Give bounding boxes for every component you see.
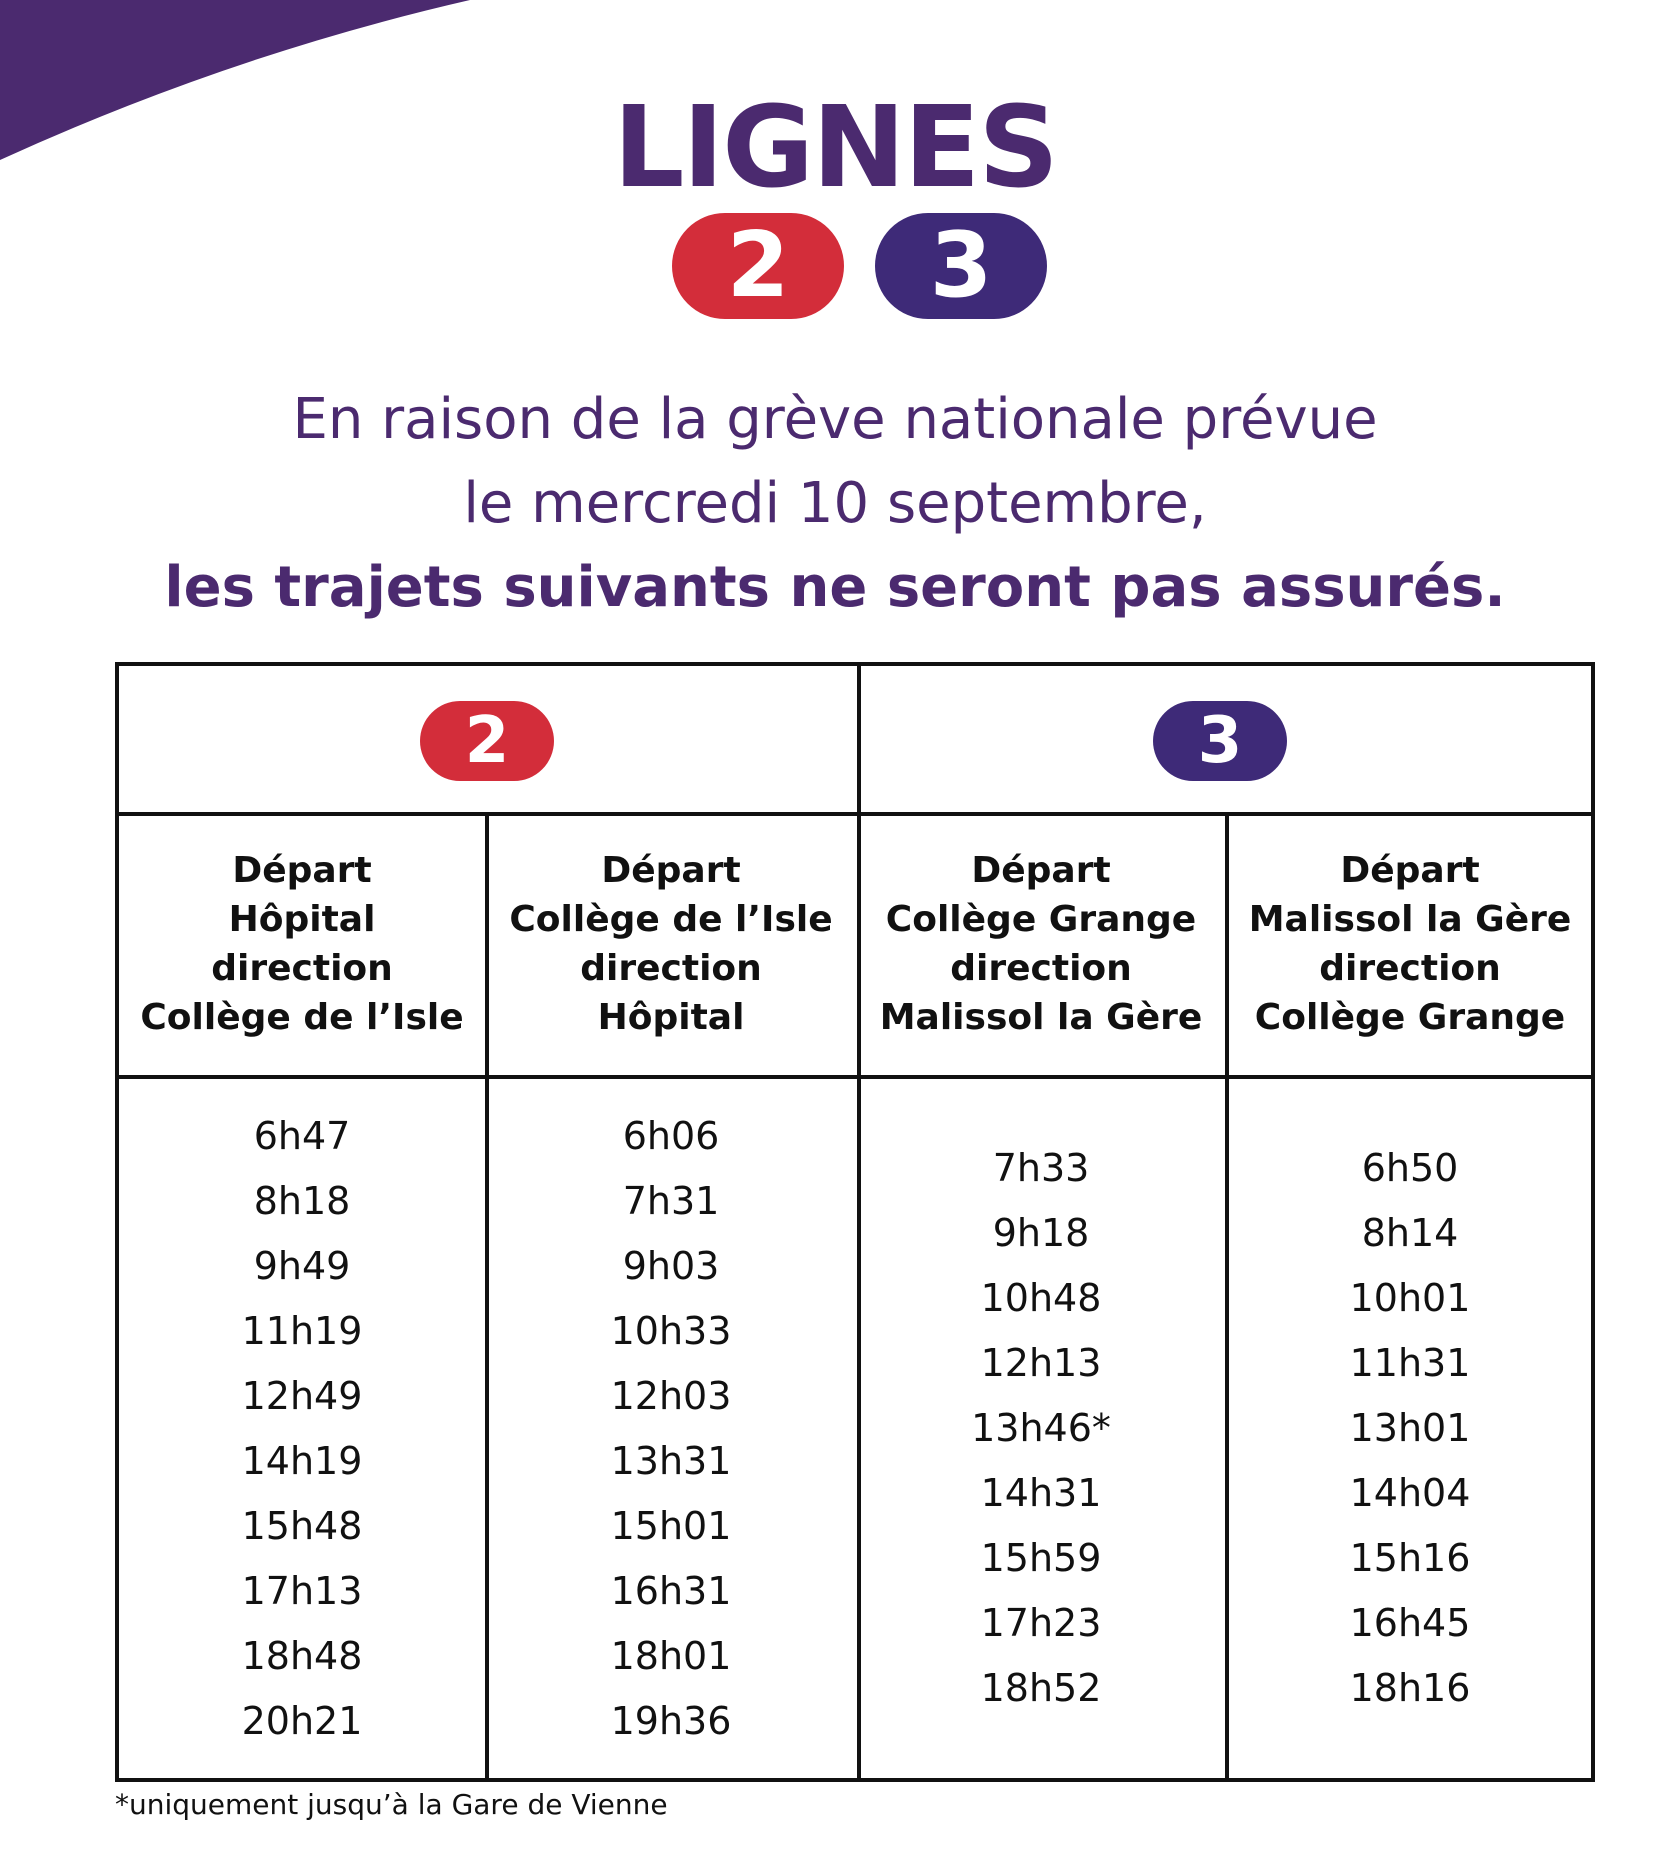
departure-time: 16h45 bbox=[1349, 1601, 1471, 1645]
table-divider-h2 bbox=[119, 1075, 1591, 1079]
header-line: Départ bbox=[1340, 850, 1480, 891]
table-divider-h1 bbox=[119, 812, 1591, 816]
departure-time: 14h31 bbox=[980, 1471, 1102, 1515]
departure-time: 12h03 bbox=[610, 1374, 732, 1418]
departure-time: 20h21 bbox=[241, 1699, 363, 1743]
header-line: Hôpital bbox=[597, 997, 745, 1038]
departure-time: 9h18 bbox=[992, 1211, 1090, 1255]
table-line-3-badge: 3 bbox=[1153, 701, 1287, 781]
header-line: Malissol la Gère bbox=[1248, 899, 1572, 940]
departure-time: 18h16 bbox=[1349, 1666, 1471, 1710]
departure-time: 18h52 bbox=[980, 1666, 1102, 1710]
header-line: direction bbox=[580, 948, 762, 989]
header-line: Collège Grange bbox=[885, 899, 1197, 940]
departure-time: 18h48 bbox=[241, 1634, 363, 1678]
departure-time: 8h18 bbox=[253, 1179, 351, 1223]
departure-time: 17h23 bbox=[980, 1601, 1102, 1645]
departure-times-list bbox=[856, 1136, 1226, 1721]
departure-time: 7h31 bbox=[622, 1179, 720, 1223]
departure-time: 15h01 bbox=[610, 1504, 732, 1548]
departure-time: 14h04 bbox=[1349, 1471, 1471, 1515]
column-header bbox=[1225, 846, 1595, 1042]
departure-time: 12h13 bbox=[980, 1341, 1102, 1385]
line-3-badge: 3 bbox=[875, 213, 1047, 319]
header-line: Départ bbox=[232, 850, 372, 891]
departure-time: 6h47 bbox=[253, 1114, 351, 1158]
departure-time: 6h06 bbox=[622, 1114, 720, 1158]
line-2-badge: 2 bbox=[672, 213, 844, 319]
departure-time: 9h49 bbox=[253, 1244, 351, 1288]
departure-times-list bbox=[486, 1104, 856, 1754]
header-line: Hôpital bbox=[228, 899, 376, 940]
departure-time: 13h31 bbox=[610, 1439, 732, 1483]
header-line: Collège de l’Isle bbox=[509, 899, 833, 940]
page-title: LIGNES bbox=[613, 83, 1057, 213]
header-line: Départ bbox=[971, 850, 1111, 891]
footnote: *uniquement jusqu’à la Gare de Vienne bbox=[115, 1788, 668, 1821]
departure-time: 19h36 bbox=[610, 1699, 732, 1743]
header-line: Collège de l’Isle bbox=[140, 997, 464, 1038]
departure-time: 11h19 bbox=[241, 1309, 363, 1353]
notice-line-3: les trajets suivants ne seront pas assurés. bbox=[164, 555, 1506, 620]
header-line: Collège Grange bbox=[1254, 997, 1566, 1038]
departure-time: 10h48 bbox=[980, 1276, 1102, 1320]
departure-times-list bbox=[1225, 1136, 1595, 1721]
departure-time: 10h33 bbox=[610, 1309, 732, 1353]
departure-time: 15h59 bbox=[980, 1536, 1102, 1580]
departure-time: 15h48 bbox=[241, 1504, 363, 1548]
column-header bbox=[486, 846, 856, 1042]
column-header bbox=[856, 846, 1226, 1042]
departure-time: 13h46* bbox=[971, 1406, 1111, 1450]
departure-times-list bbox=[117, 1104, 487, 1754]
strike-notice bbox=[0, 378, 1670, 630]
header-line: direction bbox=[211, 948, 393, 989]
departure-time: 17h13 bbox=[241, 1569, 363, 1613]
departure-time: 7h33 bbox=[992, 1146, 1090, 1190]
header-line: Malissol la Gère bbox=[879, 997, 1203, 1038]
header-line: Départ bbox=[601, 850, 741, 891]
notice-line-2: le mercredi 10 septembre, bbox=[463, 471, 1207, 536]
departure-time: 13h01 bbox=[1349, 1406, 1471, 1450]
departure-time: 15h16 bbox=[1349, 1536, 1471, 1580]
departure-time: 14h19 bbox=[241, 1439, 363, 1483]
header-line: direction bbox=[950, 948, 1132, 989]
departure-time: 8h14 bbox=[1361, 1211, 1459, 1255]
departure-time: 18h01 bbox=[610, 1634, 732, 1678]
departure-time: 16h31 bbox=[610, 1569, 732, 1613]
departure-time: 10h01 bbox=[1349, 1276, 1471, 1320]
departure-time: 6h50 bbox=[1361, 1146, 1459, 1190]
table-line-2-badge: 2 bbox=[420, 701, 554, 781]
departure-time: 12h49 bbox=[241, 1374, 363, 1418]
header-line: direction bbox=[1319, 948, 1501, 989]
departure-time: 9h03 bbox=[622, 1244, 720, 1288]
departure-time: 11h31 bbox=[1349, 1341, 1471, 1385]
notice-line-1: En raison de la grève nationale prévue bbox=[292, 387, 1378, 452]
column-header bbox=[117, 846, 487, 1042]
